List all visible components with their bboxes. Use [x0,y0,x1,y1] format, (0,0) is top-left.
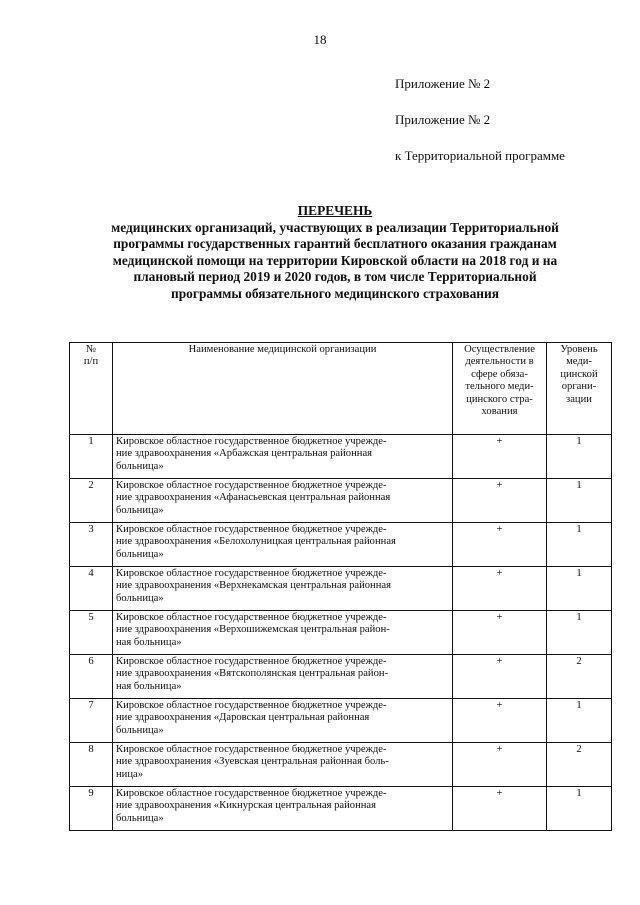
header-level: Уровень меди- цинской органи- зации [547,343,612,435]
organization-level: 1 [547,567,612,611]
insurance-activity-mark: + [453,523,547,567]
organization-level: 2 [547,655,612,699]
row-number: 1 [70,435,113,479]
table-row [70,435,612,479]
row-number: 2 [70,479,113,523]
organization-name [113,479,453,523]
table-row [70,787,612,831]
document-title [70,203,600,303]
row-number: 7 [70,699,113,743]
organization-name [113,435,453,479]
row-number: 3 [70,523,113,567]
organization-level: 2 [547,743,612,787]
title-line-2: программы государственных гарантий бесплатного оказания гражданам [113,236,557,252]
title-line-4: плановый период 2019 и 2020 годов, в том числе Территориальной [133,269,537,285]
title-line-5: программы обязательного медицинского страхования [171,285,499,301]
organization-name-line: ная больница» [116,636,182,648]
insurance-activity-mark: + [453,699,547,743]
organization-name [113,699,453,743]
organization-name-line: больница» [116,548,164,560]
table-row [70,655,612,699]
organization-name-line: больница» [116,724,164,736]
organization-name-line: ние здравоохранения «Белохолуницкая центральная районная [116,536,396,548]
table-row [70,743,612,787]
organization-name-line: Кировское областное государственное бюджетное учрежде- [116,744,387,755]
organization-name-line: Кировское областное государственное бюджетное учрежде- [116,656,387,667]
organization-name-line: ние здравоохранения «Зуевская центральная районная боль- [116,756,389,768]
insurance-activity-mark: + [453,611,547,655]
organization-level: 1 [547,611,612,655]
table-row [70,699,612,743]
header-number: № п/п [70,343,113,435]
organization-name-line: Кировское областное государственное бюджетное учрежде- [116,788,387,799]
organization-name-line: ние здравоохранения «Даровская центральная районная [116,712,370,724]
table-header-row [70,343,612,435]
organization-name [113,567,453,611]
insurance-activity-mark: + [453,567,547,611]
organization-name-line: ние здравоохранения «Вятскополянская центральная район- [116,668,389,680]
insurance-activity-mark: + [453,743,547,787]
title-line-1: медицинских организаций, участвующих в реализации Территориальной [111,219,559,235]
organization-name-line: ние здравоохранения «Верхошижемская центральная район- [116,624,390,636]
organization-name-line: Кировское областное государственное бюджетное учрежде- [116,524,387,535]
organization-name-line: ние здравоохранения «Кикнурская центральная районная [116,800,376,812]
insurance-activity-mark: + [453,787,547,831]
organization-name-line: ние здравоохранения «Арбажская центральная районная [116,448,373,460]
table-body [70,435,612,831]
header-name: Наименование медицинской организации [113,343,453,435]
organization-name [113,523,453,567]
appendix-label-1: Приложение № 2 [395,76,491,91]
organization-name [113,655,453,699]
table-row [70,611,612,655]
organization-name-line: Кировское областное государственное бюджетное учрежде- [116,568,387,579]
insurance-activity-mark: + [453,479,547,523]
organization-name-line: Кировское областное государственное бюджетное учрежде- [116,612,387,623]
row-number: 5 [70,611,113,655]
row-number: 6 [70,655,113,699]
row-number: 9 [70,787,113,831]
table-row [70,567,612,611]
organization-name [113,787,453,831]
insurance-activity-mark: + [453,655,547,699]
title-heading: ПЕРЕЧЕНЬ [297,203,373,218]
organization-level: 1 [547,479,612,523]
organization-level: 1 [547,787,612,831]
organization-level: 1 [547,699,612,743]
organization-name-line: ние здравоохранения «Афанасьевская центральная районная [116,492,391,504]
organizations-table [69,342,612,831]
appendix-label-2: Приложение № 2 [395,112,491,127]
title-line-3: медицинской помощи на территории Кировской области на 2018 год и на [112,252,558,268]
organization-name-line: Кировское областное государственное бюджетное учрежде- [116,480,387,491]
organization-name-line: больница» [116,504,164,516]
organization-name-line: Кировское областное государственное бюджетное учрежде- [116,436,387,447]
appendix-label-3: к Территориальной программе [395,148,565,163]
table-row [70,523,612,567]
table-row [70,479,612,523]
row-number: 8 [70,743,113,787]
organization-name-line: ная больница» [116,680,182,692]
organization-name-line: больница» [116,592,164,604]
organization-name [113,743,453,787]
page-number: 18 [313,32,327,47]
organization-name-line: больница» [116,460,164,472]
organization-level: 1 [547,523,612,567]
organization-name-line: Кировское областное государственное бюджетное учрежде- [116,700,387,711]
organization-name [113,611,453,655]
header-activity: Осуществление деятельности в сфере обяза- тельного меди- цинского стра- хования [453,343,547,435]
organization-name-line: ние здравоохранения «Верхнекамская центральная районная [116,580,391,592]
organization-name-line: больница» [116,812,164,824]
organization-level: 1 [547,435,612,479]
organization-name-line: ница» [116,768,144,780]
insurance-activity-mark: + [453,435,547,479]
row-number: 4 [70,567,113,611]
